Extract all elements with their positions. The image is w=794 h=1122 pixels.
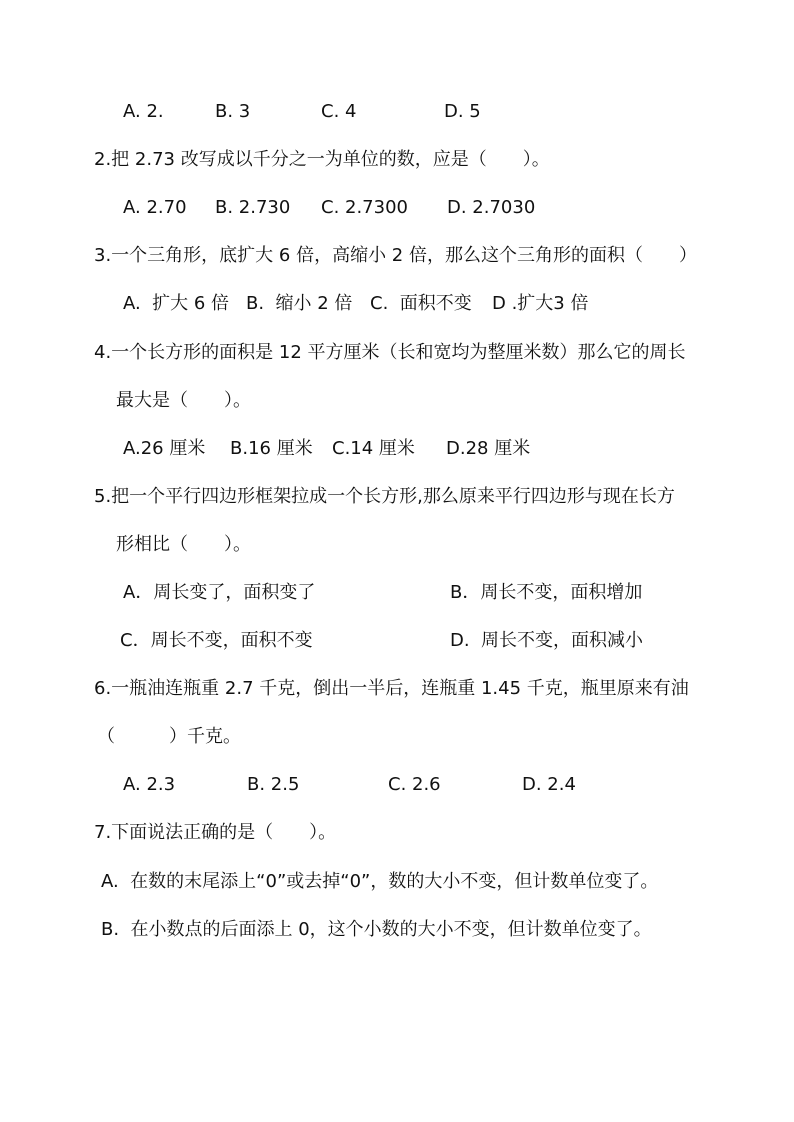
q7-option-b: B. 在小数点的后面添上 0，这个小数的大小不变，但计数单位变了。 [101,919,652,940]
q3-option-d: D .扩大3 倍 [492,293,589,314]
q2-option-a: A. 2.70 [123,197,187,218]
q1-option-a: A. 2. [123,101,164,122]
q1-option-c: C. 4 [321,101,357,122]
q4-option-d: D.28 厘米 [446,438,531,459]
q5-option-a: A．周长变了，面积变了 [123,582,316,603]
q3-stem: 3.一个三角形，底扩大 6 倍，高缩小 2 倍，那么这个三角形的面积（ ） [94,245,697,266]
q4-stem-line2: 最大是（ ）。 [116,390,251,411]
q2-option-c: C. 2.7300 [321,197,408,218]
q4-option-c: C.14 厘米 [332,438,415,459]
q2-option-b: B. 2.730 [215,197,291,218]
q6-stem-line2: （ ）千克。 [97,726,241,747]
q3-option-c: C. 面积不变 [370,293,472,314]
q7-stem: 7.下面说法正确的是（ ）。 [94,822,337,843]
q5-stem-line2: 形相比（ ）。 [116,534,251,555]
q5-option-d: D. 周长不变，面积减小 [450,630,644,651]
q5-option-b: B．周长不变，面积增加 [450,582,643,603]
q1-option-d: D. 5 [444,101,481,122]
q6-option-d: D. 2.4 [522,774,576,795]
q4-stem-line1: 4.一个长方形的面积是 12 平方厘米（长和宽均为整厘米数）那么它的周长 [94,342,686,363]
q7-option-a: A. 在数的末尾添上“0”或去掉“0”，数的大小不变，但计数单位变了。 [101,871,659,892]
q6-option-b: B. 2.5 [247,774,300,795]
q6-stem-line1: 6.一瓶油连瓶重 2.7 千克，倒出一半后，连瓶重 1.45 千克，瓶里原来有油 [94,678,689,699]
q6-option-a: A. 2.3 [123,774,176,795]
q6-option-c: C. 2.6 [388,774,441,795]
q1-option-b: B. 3 [215,101,251,122]
q2-stem: 2.把 2.73 改写成以千分之一为单位的数，应是（ ）。 [94,149,550,170]
q2-option-d: D. 2.7030 [447,197,536,218]
q3-option-a: A. 扩大 6 倍 [123,293,230,314]
q5-option-c: C．周长不变，面积不变 [120,630,313,651]
q5-stem-line1: 5.把一个平行四边形框架拉成一个长方形,那么原来平行四边形与现在长方 [94,486,675,507]
q3-option-b: B. 缩小 2 倍 [246,293,353,314]
q4-option-a: A.26 厘米 [123,438,206,459]
q4-option-b: B.16 厘米 [230,438,313,459]
